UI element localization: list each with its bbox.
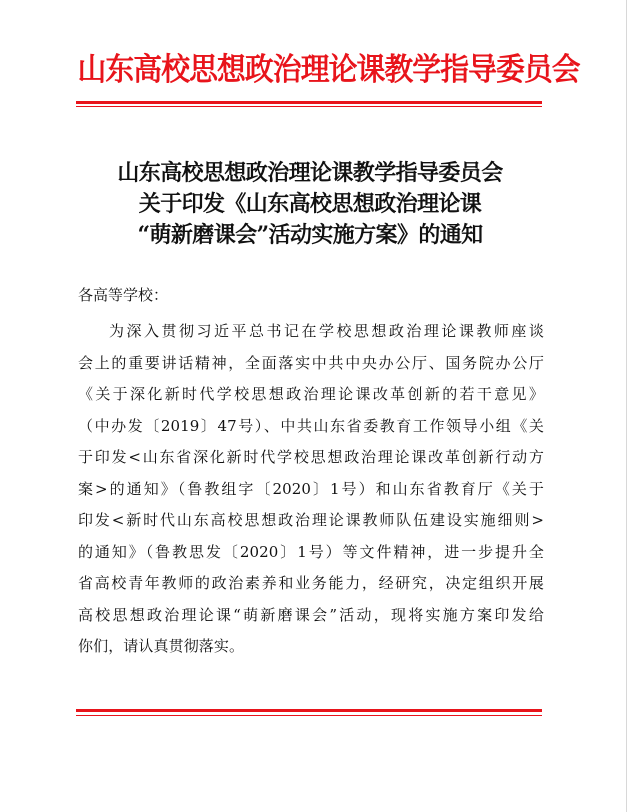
- title-line: 关于印发《山东高校思想政治理论课: [138, 191, 482, 217]
- letterhead-rule-thin: [76, 106, 542, 107]
- title-line: “萌新磨课会”活动实施方案》的通知: [137, 222, 483, 248]
- body-line: （中办发〔2019〕47号）、中共山东省委教育工作领导小组《关: [78, 416, 544, 435]
- body-line: 你们，请认真贯彻落实。: [78, 637, 245, 655]
- body-line: 印发<新时代山东高校思想政治理论课教师队伍建设实施细则>: [78, 511, 544, 529]
- body-line: 高校思想政治理论课“萌新磨课会”活动，现将实施方案印发给: [78, 605, 544, 624]
- body-line: 于印发<山东省深化新时代学校思想政治理论课改革创新行动方: [78, 448, 544, 466]
- footer-rule-thin: [76, 715, 542, 716]
- body-line: 会上的重要讲话精神，全面落实中共中央办公厅、国务院办公厅: [78, 353, 544, 372]
- body-line: 的通知》（鲁教思发〔2020〕1号）等文件精神，进一步提升全: [78, 542, 544, 561]
- letterhead-rule-thick: [76, 101, 542, 104]
- letterhead-title: 山东高校思想政治理论课教学指导委员会: [77, 52, 580, 88]
- salutation: 各高等学校：: [78, 286, 169, 304]
- body-line: 为深入贯彻习近平总书记在学校思想政治理论课教师座谈: [109, 322, 544, 340]
- body-paragraph: [78, 316, 544, 663]
- document-title: [70, 158, 550, 251]
- body-line: 案>的通知》（鲁教组字〔2020〕1号）和山东省教育厅《关于: [78, 479, 544, 498]
- title-line: 山东高校思想政治理论课教学指导委员会: [117, 160, 503, 186]
- footer-rule-thick: [76, 709, 542, 712]
- body-line: 省高校青年教师的政治素养和业务能力，经研究，决定组织开展: [78, 574, 544, 592]
- body-line: 《关于深化新时代学校思想政治理论课改革创新的若干意见》: [78, 385, 544, 403]
